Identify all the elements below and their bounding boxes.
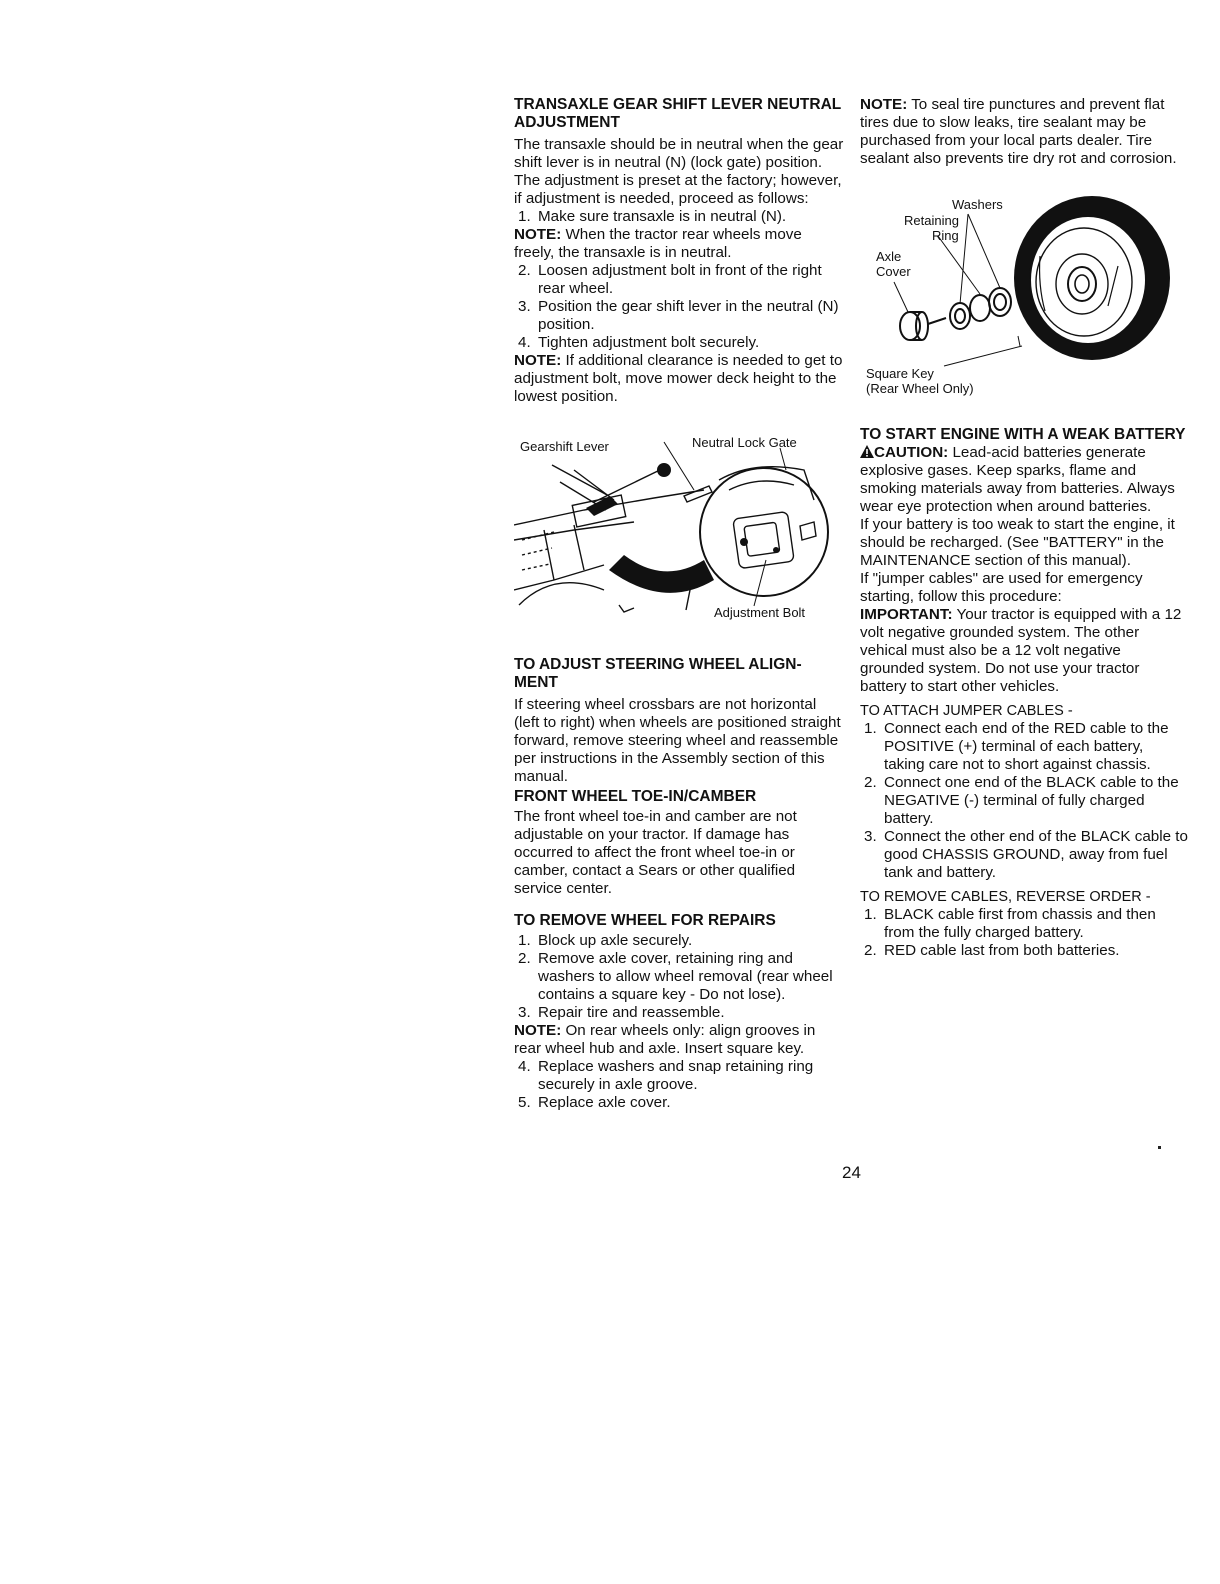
transaxle-heading: TRANSAXLE GEAR SHIFT LEVER NEUTRAL ADJUSTMENT bbox=[514, 96, 841, 131]
list-item: 4. Tighten adjustment bolt securely. bbox=[518, 334, 760, 351]
list-item: 2. Loosen adjustment bolt in front of the right rear wheel. bbox=[518, 262, 822, 297]
list-item: 2. Remove axle cover, retaining ring and washers to allow wheel removal (rear wheel contains a square key - Do not lose). bbox=[518, 950, 833, 1003]
list-item: 1. Make sure transaxle is in neutral (N). bbox=[518, 208, 787, 225]
remove-wheel-heading: TO REMOVE WHEEL FOR REPAIRS bbox=[514, 912, 776, 929]
left-column bbox=[514, 96, 844, 1112]
remove-cables-steps bbox=[860, 906, 1188, 960]
adjustment-bolt-label: Adjustment Bolt bbox=[714, 605, 806, 620]
neutral-lock-gate-label: Neutral Lock Gate bbox=[692, 435, 797, 450]
list-item: 2. RED cable last from both batteries. bbox=[864, 942, 1120, 959]
list-item: 3. Position the gear shift lever in the neutral (N) position. bbox=[518, 298, 839, 333]
list-item: 1. Connect each end of the RED cable to the POSITIVE (+) terminal of each battery, taking care not to short against chassis. bbox=[864, 720, 1169, 773]
transaxle-note-2: NOTE: If additional clearance is needed to get to adjustment bolt, move mower deck height to the lowest position. bbox=[514, 352, 843, 405]
transaxle-intro: The transaxle should be in neutral when the gear shift lever is in neutral (N) (lock gate) position. The adjustment is preset at the factory; however, if adjustment is needed, proceed as follows: bbox=[514, 136, 844, 207]
wheel-figure bbox=[860, 196, 1180, 416]
steering-text: If steering wheel crossbars are not horizontal (left to right) when wheels are positioned straight forward, remove steering wheel and reassemble per instructions in the Assembly section of this manual. bbox=[514, 696, 841, 785]
weak-battery-text: If your battery is too weak to start the engine, it should be recharged. (See "BATTERY" in the MAINTENANCE section of this manual). bbox=[860, 516, 1175, 569]
retaining-label: Retaining bbox=[904, 213, 959, 228]
tire-sealant-note: NOTE: To seal tire punctures and prevent flat tires due to slow leaks, tire sealant may be purchased from your local parts dealer. Tire sealant also prevents tire dry rot and corrosion. bbox=[860, 96, 1177, 167]
cover-label: Cover bbox=[876, 264, 911, 279]
caution-text: CAUTION: Lead-acid batteries generate explosive gases. Keep sparks, flame and smoking materials away from batteries. Always wear eye protection when around batteries. bbox=[860, 444, 1175, 515]
remove-cables-heading: TO REMOVE CABLES, REVERSE ORDER - bbox=[860, 889, 1151, 905]
page-number: 24 bbox=[842, 1163, 861, 1182]
axle-label: Axle bbox=[876, 249, 902, 264]
steering-heading: TO ADJUST STEERING WHEEL ALIGN- MENT bbox=[514, 656, 802, 691]
list-item: 2. Connect one end of the BLACK cable to the NEGATIVE (-) terminal of fully charged battery. bbox=[864, 774, 1179, 827]
jumper-cables-text: If "jumper cables" are used for emergency starting, follow this procedure: bbox=[860, 570, 1143, 605]
list-item: 3. Connect the other end of the BLACK cable to good CHASSIS GROUND, away from fuel tank and battery. bbox=[864, 828, 1188, 881]
transaxle-steps bbox=[514, 208, 844, 226]
remove-wheel-steps bbox=[514, 932, 844, 1022]
list-item: 4. Replace washers and snap retaining ring securely in axle groove. bbox=[518, 1058, 814, 1093]
square-key-note: (Rear Wheel Only) bbox=[866, 381, 974, 396]
list-item: 1. Block up axle securely. bbox=[518, 932, 693, 949]
ring-label: Ring bbox=[932, 228, 959, 243]
remove-wheel-steps-continued bbox=[514, 1058, 844, 1112]
transaxle-note-1: NOTE: When the tractor rear wheels move freely, the transaxle is in neutral. bbox=[514, 226, 802, 261]
attach-steps bbox=[860, 720, 1188, 882]
gearshift-illustration bbox=[514, 430, 834, 630]
washers-label: Washers bbox=[952, 197, 1003, 212]
gearshift-lever-label: Gearshift Lever bbox=[520, 439, 609, 454]
list-item: 1. BLACK cable first from chassis and then from the fully charged battery. bbox=[864, 906, 1156, 941]
gearshift-figure bbox=[514, 430, 834, 630]
warning-triangle-icon bbox=[860, 445, 874, 458]
weak-battery-heading: TO START ENGINE WITH A WEAK BATTERY bbox=[860, 426, 1186, 443]
transaxle-steps-continued bbox=[514, 262, 844, 352]
toe-in-heading: FRONT WHEEL TOE-IN/CAMBER bbox=[514, 788, 757, 805]
toe-in-text: The front wheel toe-in and camber are not adjustable on your tractor. If damage has occurred to affect the front wheel toe-in or camber, contact a Sears or other qualified service center. bbox=[514, 808, 797, 897]
important-text: IMPORTANT: Your tractor is equipped with a 12 volt negative grounded system. The other vehical must also be a 12 volt negative grounded system. Do not use your tractor battery to start other vehicles. bbox=[860, 606, 1182, 695]
list-item: 5. Replace axle cover. bbox=[518, 1094, 671, 1111]
square-key-label: Square Key bbox=[866, 366, 934, 381]
stray-mark bbox=[1158, 1146, 1161, 1149]
remove-wheel-note: NOTE: On rear wheels only: align grooves in rear wheel hub and axle. Insert square key. bbox=[514, 1022, 816, 1057]
attach-heading: TO ATTACH JUMPER CABLES - bbox=[860, 703, 1073, 719]
list-item: 3. Repair tire and reassemble. bbox=[518, 1004, 725, 1021]
right-column bbox=[860, 96, 1188, 960]
